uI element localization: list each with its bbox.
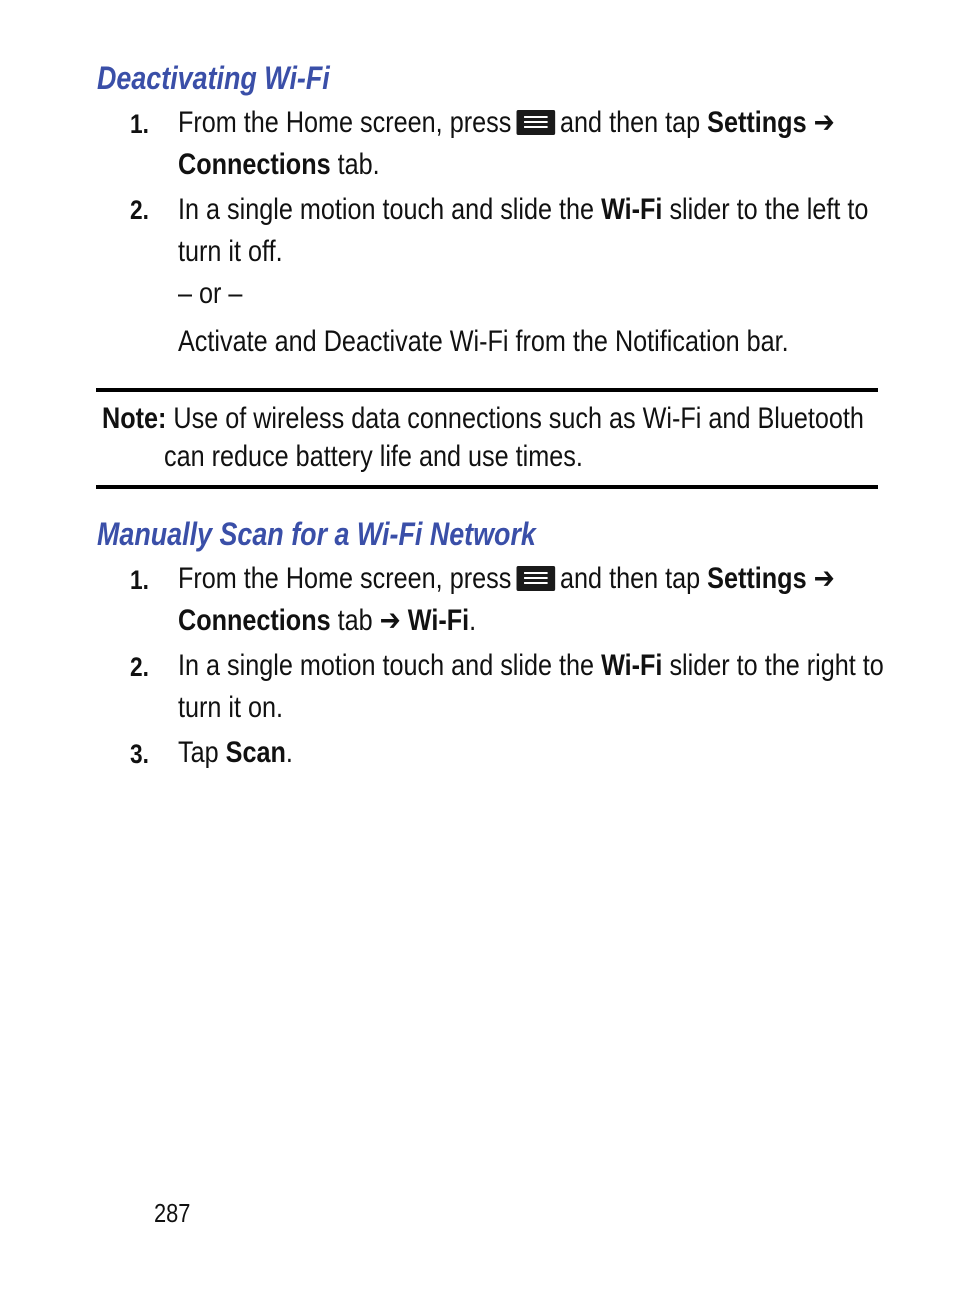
step-number: 2. (130, 652, 149, 682)
step-text: Connections tab ➔ Wi-Fi. (178, 604, 477, 637)
arrow-icon: ➔ (379, 604, 401, 637)
step-text: In a single motion touch and slide the Wi-Fi slider to the left to (178, 193, 869, 226)
or-separator: – or – (178, 277, 243, 310)
arrow-icon: ➔ (813, 106, 835, 139)
arrow-icon: ➔ (813, 562, 835, 595)
step-number: 3. (130, 739, 149, 769)
step-number: 1. (130, 565, 149, 595)
menu-key-icon (516, 110, 555, 135)
step-text: Activate and Deactivate Wi-Fi from the Notification bar. (178, 325, 789, 358)
note-top-rule (96, 388, 878, 392)
step-text: turn it on. (178, 691, 284, 724)
step-number: 2. (130, 195, 149, 225)
step-text: Connections tab. (178, 148, 380, 181)
step-text: From the Home screen, press and then tap Settings ➔ (178, 106, 835, 139)
note-line: Note: Use of wireless data connections such as Wi-Fi and Bluetooth (102, 402, 864, 435)
note-label: Note: (102, 402, 167, 435)
step-number: 1. (130, 109, 149, 139)
section-heading-manual-scan: Manually Scan for a Wi-Fi Network (97, 516, 536, 552)
menu-key-icon (516, 566, 555, 591)
step-text: turn it off. (178, 235, 283, 268)
section-heading-deactivating-wifi: Deactivating Wi-Fi (97, 60, 330, 96)
page-number: 287 (154, 1198, 191, 1228)
note-bottom-rule (96, 485, 878, 489)
step-text: Tap Scan. (178, 736, 293, 769)
note-line: can reduce battery life and use times. (164, 440, 583, 473)
step-text: From the Home screen, press and then tap Settings ➔ (178, 562, 835, 595)
step-text: In a single motion touch and slide the Wi-Fi slider to the right to (178, 649, 884, 682)
